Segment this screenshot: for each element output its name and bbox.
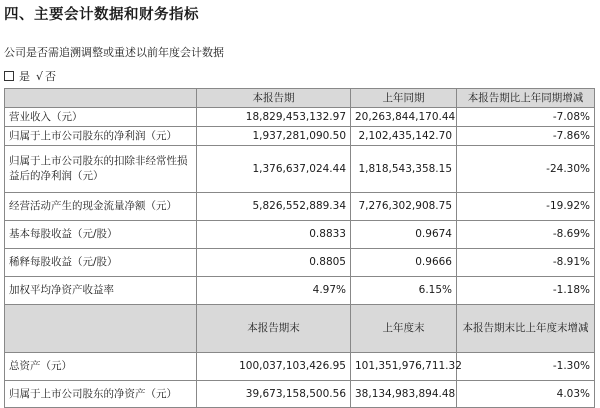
check-mark-icon: √: [36, 70, 44, 83]
change-value: -1.30%: [457, 353, 595, 381]
previous-value: 0.9674: [351, 221, 457, 249]
checkbox-icon: [4, 71, 14, 81]
header-period-end: 本报告期末: [197, 305, 351, 353]
table-row: [5, 381, 595, 408]
change-value: -8.69%: [457, 221, 595, 249]
row-label: 加权平均净资产收益率: [5, 277, 197, 305]
row-label: 总资产（元）: [5, 353, 197, 381]
row-label: 归属于上市公司股东的净利润（元）: [5, 127, 197, 146]
previous-value: 6.15%: [351, 277, 457, 305]
change-value: -7.08%: [457, 108, 595, 127]
previous-value: 101,351,976,711.32: [351, 353, 457, 381]
previous-value: 2,102,435,142.70: [351, 127, 457, 146]
current-value: 0.8833: [197, 221, 351, 249]
row-label: 稀释每股收益（元/股）: [5, 249, 197, 277]
table-row: [5, 127, 595, 146]
header-prior-year-end: 上年度末: [351, 305, 457, 353]
header-blank: [5, 89, 197, 108]
yes-label: 是: [19, 70, 30, 83]
header-period-change: 本报告期比上年同期增减: [457, 89, 595, 108]
change-value: 4.03%: [457, 381, 595, 408]
table-row: [5, 146, 595, 193]
previous-value: 0.9666: [351, 249, 457, 277]
row-label: 归属于上市公司股东的净资产（元）: [5, 381, 197, 408]
financial-data-table: [4, 88, 595, 408]
section-title: 四、主要会计数据和财务指标: [4, 7, 199, 23]
restatement-answer: [4, 68, 56, 84]
table-header-row: [5, 305, 595, 353]
current-value: 18,829,453,132.97: [197, 108, 351, 127]
change-value: -1.18%: [457, 277, 595, 305]
header-prior-period: 上年同期: [351, 89, 457, 108]
change-value: -24.30%: [457, 146, 595, 193]
table-row: [5, 221, 595, 249]
previous-value: 1,818,543,358.15: [351, 146, 457, 193]
table-row: [5, 353, 595, 381]
row-label: 归属于上市公司股东的扣除非经常性损益后的净利润（元）: [5, 146, 197, 193]
change-value: -7.86%: [457, 127, 595, 146]
table-row: [5, 277, 595, 305]
header-current-period: 本报告期: [197, 89, 351, 108]
current-value: 100,037,103,426.95: [197, 353, 351, 381]
previous-value: 38,134,983,894.48: [351, 381, 457, 408]
change-value: -8.91%: [457, 249, 595, 277]
change-value: -19.92%: [457, 193, 595, 221]
previous-value: 7,276,302,908.75: [351, 193, 457, 221]
restatement-question: 公司是否需追溯调整或重述以前年度会计数据: [4, 46, 224, 59]
current-value: 5,826,552,889.34: [197, 193, 351, 221]
current-value: 0.8805: [197, 249, 351, 277]
current-value: 4.97%: [197, 277, 351, 305]
table-row: [5, 193, 595, 221]
no-label: 否: [45, 70, 57, 83]
previous-value: 20,263,844,170.44: [351, 108, 457, 127]
current-value: 1,937,281,090.50: [197, 127, 351, 146]
current-value: 1,376,637,024.44: [197, 146, 351, 193]
table-row: [5, 249, 595, 277]
header-blank: [5, 305, 197, 353]
header-year-end-change: 本报告期末比上年度末增减: [457, 305, 595, 353]
row-label: 营业收入（元）: [5, 108, 197, 127]
table-row: [5, 108, 595, 127]
current-value: 39,673,158,500.56: [197, 381, 351, 408]
row-label: 基本每股收益（元/股）: [5, 221, 197, 249]
row-label: 经营活动产生的现金流量净额（元）: [5, 193, 197, 221]
table-header-row: [5, 89, 595, 108]
